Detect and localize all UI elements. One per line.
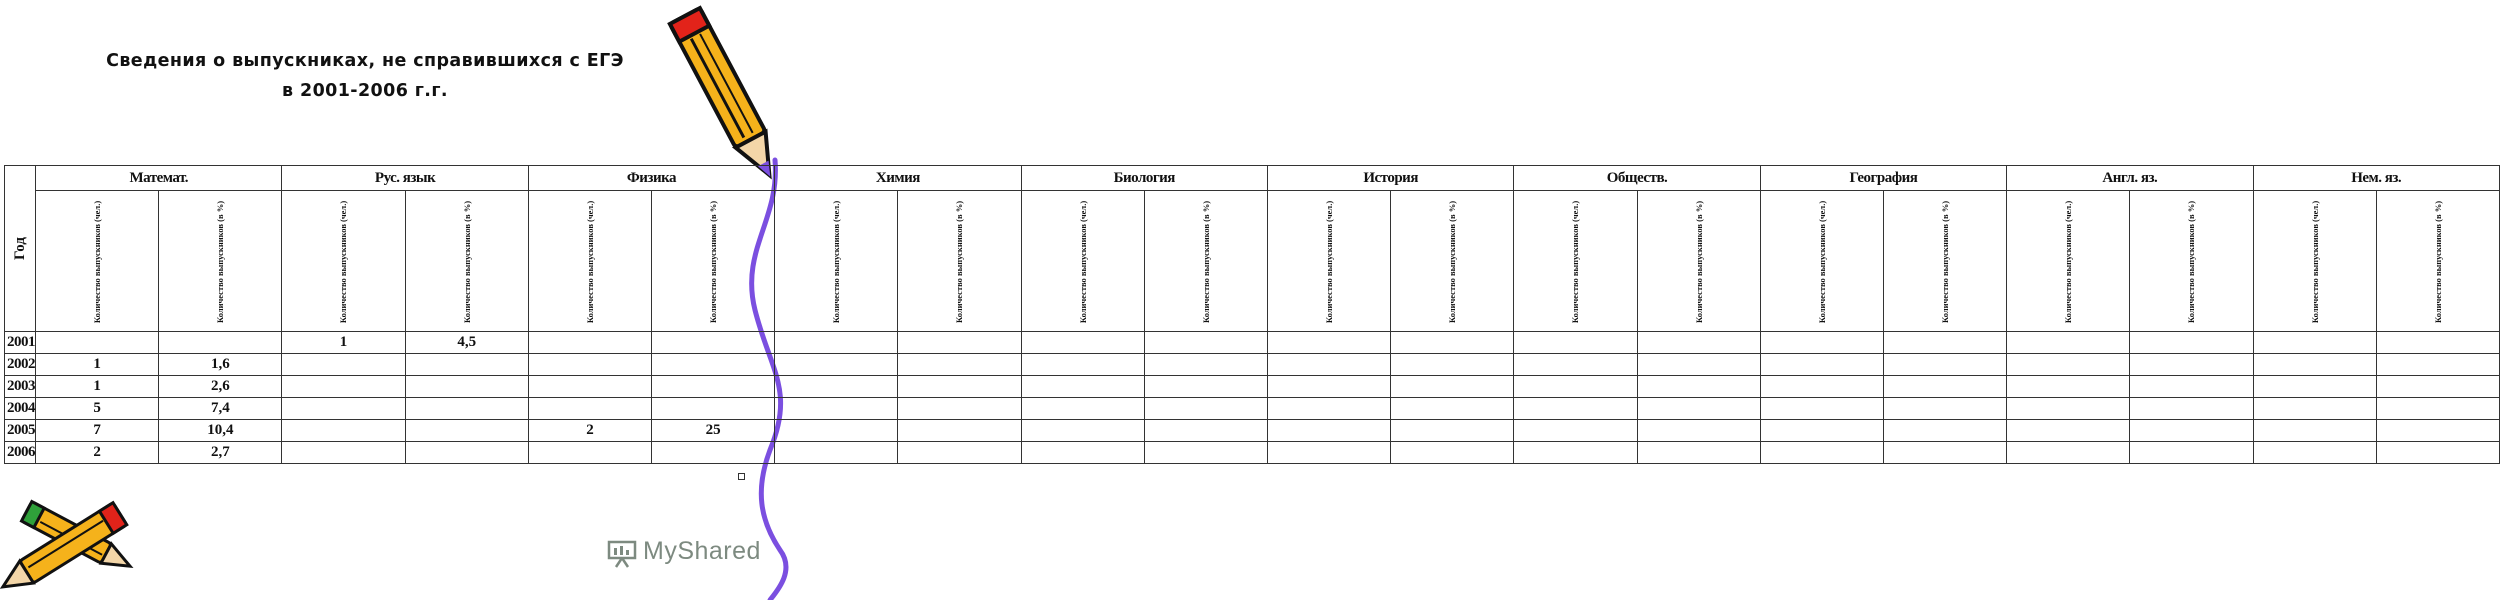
- subject-header: Рус. язык: [282, 166, 528, 191]
- table-cell: [2007, 420, 2130, 442]
- subheader-label: Количество выпускников (чел.): [831, 200, 842, 323]
- year-cell: 2005: [5, 420, 36, 442]
- table-cell: [405, 398, 528, 420]
- subheader-label: Количество выпускников (в %): [954, 200, 965, 323]
- table-cell: [1267, 398, 1390, 420]
- subject-header: Нем. яз.: [2253, 166, 2499, 191]
- pencils-icon: [0, 480, 170, 600]
- table-cell: [1760, 354, 1883, 376]
- results-table: [4, 165, 2500, 464]
- table-cell: [405, 376, 528, 398]
- watermark-text: MyShared: [643, 537, 761, 565]
- table-cell: [1760, 442, 1883, 464]
- table-cell: [1144, 398, 1267, 420]
- table-cell: 2: [528, 420, 651, 442]
- year-cell: 2001: [5, 332, 36, 354]
- table-cell: [1144, 442, 1267, 464]
- table-cell: [2130, 332, 2253, 354]
- subject-header: Англ. яз.: [2007, 166, 2253, 191]
- table-cell: [1637, 332, 1760, 354]
- table-cell: [775, 332, 898, 354]
- table-cell: 2,6: [159, 376, 282, 398]
- table-cell: [282, 442, 405, 464]
- table-cell: [2007, 332, 2130, 354]
- table-cell: [2376, 332, 2499, 354]
- table-cell: [405, 354, 528, 376]
- table-cell: 1: [282, 332, 405, 354]
- subject-header: Химия: [775, 166, 1021, 191]
- table-cell: [1267, 332, 1390, 354]
- table-cell: [528, 398, 651, 420]
- percent-subheader: [1884, 191, 2007, 332]
- subject-header: Математ.: [36, 166, 282, 191]
- table-cell: [652, 376, 775, 398]
- table-cell: [2130, 398, 2253, 420]
- table-cell: 10,4: [159, 420, 282, 442]
- subheader-label: Количество выпускников (чел.): [1077, 200, 1088, 323]
- table-cell: [1514, 442, 1637, 464]
- table-cell: [1760, 332, 1883, 354]
- subheader-label: Количество выпускников (чел.): [338, 200, 349, 323]
- subheader-label: Количество выпускников (чел.): [2063, 200, 2074, 323]
- table-cell: [898, 354, 1021, 376]
- title-line-1: Сведения о выпускниках, не справившихся с ЕГЭ: [106, 51, 624, 71]
- subheader-label: Количество выпускников (в %): [2186, 200, 2197, 323]
- subheader-label: Количество выпускников (чел.): [2309, 200, 2320, 323]
- table-cell: 7: [36, 420, 159, 442]
- table-cell: [2130, 354, 2253, 376]
- table-cell: [2376, 420, 2499, 442]
- table-cell: [1637, 354, 1760, 376]
- table-cell: [1267, 442, 1390, 464]
- table-cell: [528, 354, 651, 376]
- table-cell: [2253, 442, 2376, 464]
- table-cell: [2007, 354, 2130, 376]
- table-cell: [1021, 442, 1144, 464]
- count-subheader: [2007, 191, 2130, 332]
- table-cell: 7,4: [159, 398, 282, 420]
- subheader-label: Количество выпускников (в %): [708, 200, 719, 323]
- percent-subheader: [1144, 191, 1267, 332]
- table-cell: [1884, 376, 2007, 398]
- table-cell: 5: [36, 398, 159, 420]
- table-cell: [282, 398, 405, 420]
- table-cell: [1144, 376, 1267, 398]
- year-cell: 2004: [5, 398, 36, 420]
- table-cell: [1514, 398, 1637, 420]
- table-cell: [405, 442, 528, 464]
- table-cell: [1391, 376, 1514, 398]
- table-cell: [1514, 354, 1637, 376]
- percent-subheader: [898, 191, 1021, 332]
- table-cell: [1391, 442, 1514, 464]
- subheader-label: Количество выпускников (в %): [1940, 200, 1951, 323]
- table-cell: [2130, 442, 2253, 464]
- table-cell: [652, 398, 775, 420]
- subheader-label: Количество выпускников (в %): [2432, 200, 2443, 323]
- table-cell: [1391, 420, 1514, 442]
- subheader-label: Количество выпускников (чел.): [1324, 200, 1335, 323]
- table-row: [5, 420, 2500, 442]
- table-cell: [405, 420, 528, 442]
- table-cell: [1267, 376, 1390, 398]
- table-cell: [2376, 442, 2499, 464]
- table-corner-marker: [738, 473, 745, 480]
- subject-header: География: [1760, 166, 2006, 191]
- subject-header: Биология: [1021, 166, 1267, 191]
- title-line-2: в 2001-2006 г.г.: [282, 81, 448, 101]
- percent-subheader: [405, 191, 528, 332]
- percent-subheader: [652, 191, 775, 332]
- table-cell: [1267, 420, 1390, 442]
- table-cell: [2376, 398, 2499, 420]
- table-cell: [775, 420, 898, 442]
- table-cell: 2: [36, 442, 159, 464]
- table-cell: [1144, 332, 1267, 354]
- count-subheader: [36, 191, 159, 332]
- table-row: [5, 354, 2500, 376]
- table-cell: [2376, 354, 2499, 376]
- count-subheader: [1760, 191, 1883, 332]
- table-cell: [898, 420, 1021, 442]
- table-cell: [1884, 442, 2007, 464]
- table-cell: 25: [652, 420, 775, 442]
- subheader-label: Количество выпускников (чел.): [92, 200, 103, 323]
- percent-subheader: [2376, 191, 2499, 332]
- table-cell: [282, 420, 405, 442]
- table-cell: [1021, 376, 1144, 398]
- table-cell: 1,6: [159, 354, 282, 376]
- table-cell: 2,7: [159, 442, 282, 464]
- table-row: [5, 398, 2500, 420]
- table-cell: [2253, 376, 2376, 398]
- table-cell: [1514, 420, 1637, 442]
- table-cell: [1514, 332, 1637, 354]
- table-cell: [652, 354, 775, 376]
- table-cell: [898, 376, 1021, 398]
- subject-header: Обществ.: [1514, 166, 1760, 191]
- table-cell: [2130, 376, 2253, 398]
- table-cell: [1760, 420, 1883, 442]
- table-cell: [2253, 398, 2376, 420]
- count-subheader: [2253, 191, 2376, 332]
- table-cell: [775, 442, 898, 464]
- page-title: [0, 46, 730, 106]
- subheader-label: Количество выпускников (в %): [1693, 200, 1704, 323]
- table-cell: [1884, 354, 2007, 376]
- table-cell: [775, 398, 898, 420]
- table-cell: [282, 354, 405, 376]
- table-cell: [1637, 376, 1760, 398]
- subheader-label: Количество выпускников (в %): [461, 200, 472, 323]
- table-cell: [1144, 420, 1267, 442]
- count-subheader: [1514, 191, 1637, 332]
- table-cell: [159, 332, 282, 354]
- subject-header: История: [1267, 166, 1513, 191]
- subheader-label: Количество выпускников (чел.): [584, 200, 595, 323]
- table-cell: [775, 354, 898, 376]
- table-cell: [1391, 354, 1514, 376]
- year-column-header: Год: [5, 166, 36, 332]
- count-subheader: [528, 191, 651, 332]
- year-cell: 2003: [5, 376, 36, 398]
- subheader-label: Количество выпускников (чел.): [1570, 200, 1581, 323]
- table-cell: [2253, 332, 2376, 354]
- table-cell: [1884, 420, 2007, 442]
- table-cell: [898, 398, 1021, 420]
- table-cell: [1637, 442, 1760, 464]
- table-cell: 4,5: [405, 332, 528, 354]
- table-cell: [775, 376, 898, 398]
- subheader-label: Количество выпускников (чел.): [1816, 200, 1827, 323]
- table-cell: 1: [36, 376, 159, 398]
- table-cell: [1267, 354, 1390, 376]
- count-subheader: [1267, 191, 1390, 332]
- table-cell: [1760, 376, 1883, 398]
- table-cell: [528, 442, 651, 464]
- year-cell: 2002: [5, 354, 36, 376]
- table-cell: [898, 332, 1021, 354]
- year-cell: 2006: [5, 442, 36, 464]
- subheader-label: Количество выпускников (в %): [1200, 200, 1211, 323]
- table-cell: 1: [36, 354, 159, 376]
- percent-subheader: [1637, 191, 1760, 332]
- table-cell: [2007, 442, 2130, 464]
- table-cell: [282, 376, 405, 398]
- table-row: [5, 442, 2500, 464]
- subheader-label: Количество выпускников (в %): [215, 200, 226, 323]
- table-cell: [652, 442, 775, 464]
- subheader-label: Количество выпускников (в %): [1447, 200, 1458, 323]
- table-cell: [1637, 420, 1760, 442]
- table-cell: [652, 332, 775, 354]
- table-cell: [528, 376, 651, 398]
- presentation-board-icon: [607, 540, 637, 568]
- table-cell: [1021, 354, 1144, 376]
- table-cell: [1760, 398, 1883, 420]
- table-cell: [1391, 398, 1514, 420]
- table-cell: [2007, 376, 2130, 398]
- count-subheader: [775, 191, 898, 332]
- table-cell: [2376, 376, 2499, 398]
- table-cell: [1021, 332, 1144, 354]
- table-cell: [36, 332, 159, 354]
- subject-header: Физика: [528, 166, 774, 191]
- table-cell: [2007, 398, 2130, 420]
- table-cell: [2253, 420, 2376, 442]
- table-cell: [1884, 398, 2007, 420]
- table-cell: [1021, 398, 1144, 420]
- table-cell: [2253, 354, 2376, 376]
- table-cell: [528, 332, 651, 354]
- table-cell: [1637, 398, 1760, 420]
- percent-subheader: [159, 191, 282, 332]
- count-subheader: [282, 191, 405, 332]
- table-cell: [898, 442, 1021, 464]
- table-row: [5, 332, 2500, 354]
- percent-subheader: [2130, 191, 2253, 332]
- table-cell: [1144, 354, 1267, 376]
- table-row: [5, 376, 2500, 398]
- count-subheader: [1021, 191, 1144, 332]
- table-cell: [1514, 376, 1637, 398]
- table-cell: [1021, 420, 1144, 442]
- table-cell: [1391, 332, 1514, 354]
- percent-subheader: [1391, 191, 1514, 332]
- table-cell: [2130, 420, 2253, 442]
- table-cell: [1884, 332, 2007, 354]
